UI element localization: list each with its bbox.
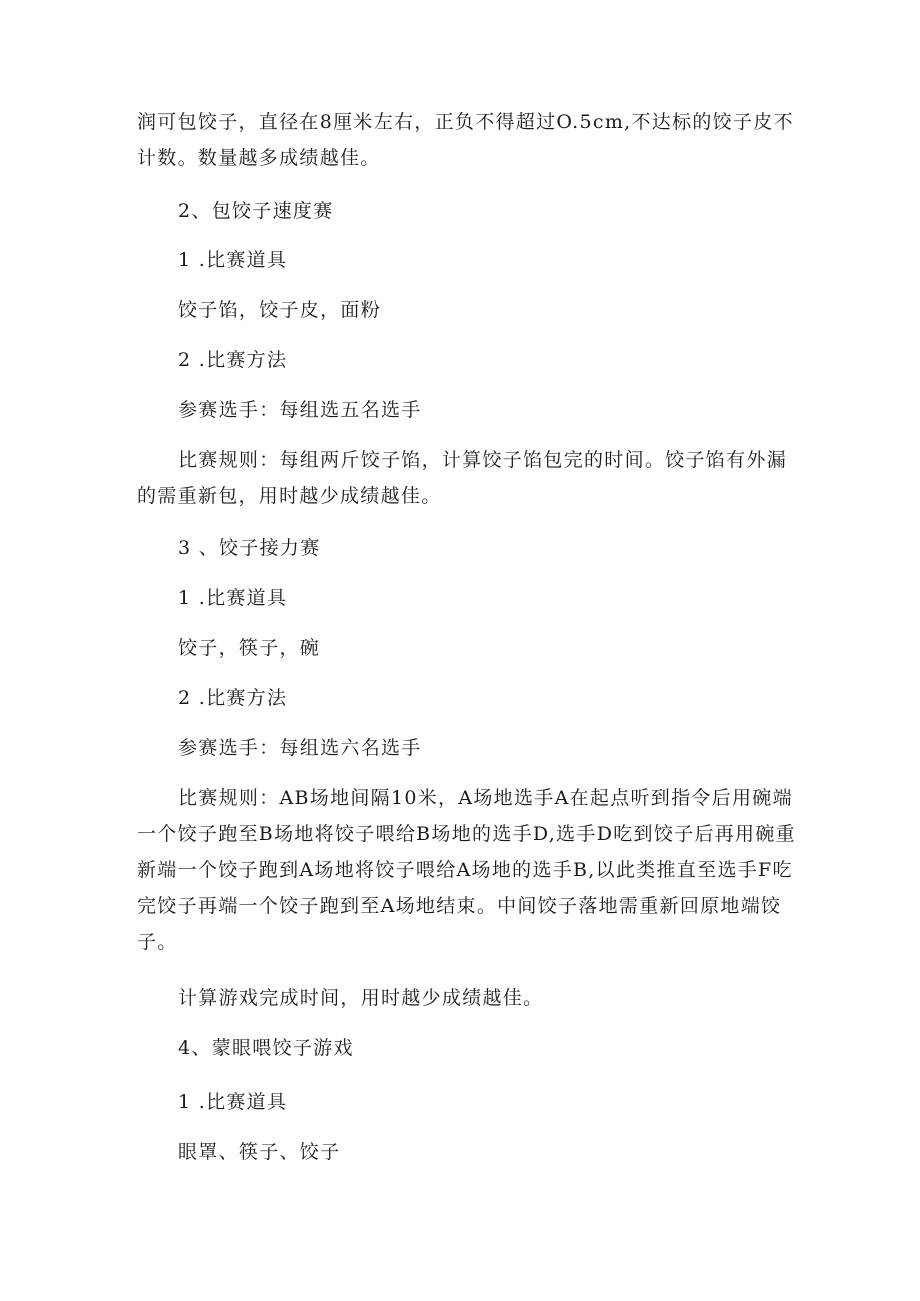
subheading-equipment: 1 .比赛道具 [178,587,288,609]
paragraph-participants: 参赛选手：每组选五名选手 [178,399,422,421]
subheading-method: 2 .比赛方法 [178,687,288,709]
paragraph-equipment-list: 饺子，筷子，碗 [178,637,321,659]
paragraph-scoring: 计算游戏完成时间，用时越少成绩越佳。 [178,987,544,1009]
paragraph-equipment-list: 饺子馅，饺子皮，面粉 [178,299,382,321]
paragraph-equipment-list: 眼罩、筷子、饺子 [178,1141,341,1163]
heading-dumpling-speed-contest: 2、包饺子速度赛 [178,200,334,222]
heading-blindfold-feeding-game: 4、蒙眼喂饺子游戏 [178,1037,354,1059]
paragraph-contest-rules: 比赛规则：每组两斤饺子馅，计算饺子馅包完的时间。饺子馅有外漏的需重新包，用时越少成绩越佳。 [137,449,788,507]
heading-dumpling-relay: 3 、饺子接力赛 [178,537,321,559]
subheading-equipment: 1 .比赛道具 [178,249,288,271]
paragraph-dumpling-skin-rules: 润可包饺子，直径在8厘米左右，正负不得超过O.5cm,不达标的饺子皮不计数。数量越多成绩越佳。 [137,111,794,169]
subheading-equipment: 1 .比赛道具 [178,1091,288,1113]
subheading-method: 2 .比赛方法 [178,349,288,371]
paragraph-participants: 参赛选手：每组选六名选手 [178,737,422,759]
paragraph-relay-rules: 比赛规则：AB场地间隔10米，A场地选手A在起点听到指令后用碗端一个饺子跑至B场地将饺子喂给B场地的选手D,选手D吃到饺子后再用碗重新端一个饺子跑到A场地将饺子喂给A场地的选手B,以此类推直至选手F吃完饺子再端一个饺子跑到至A场地结束。中间饺子落地需重新回原地端饺子。 [137,787,796,953]
